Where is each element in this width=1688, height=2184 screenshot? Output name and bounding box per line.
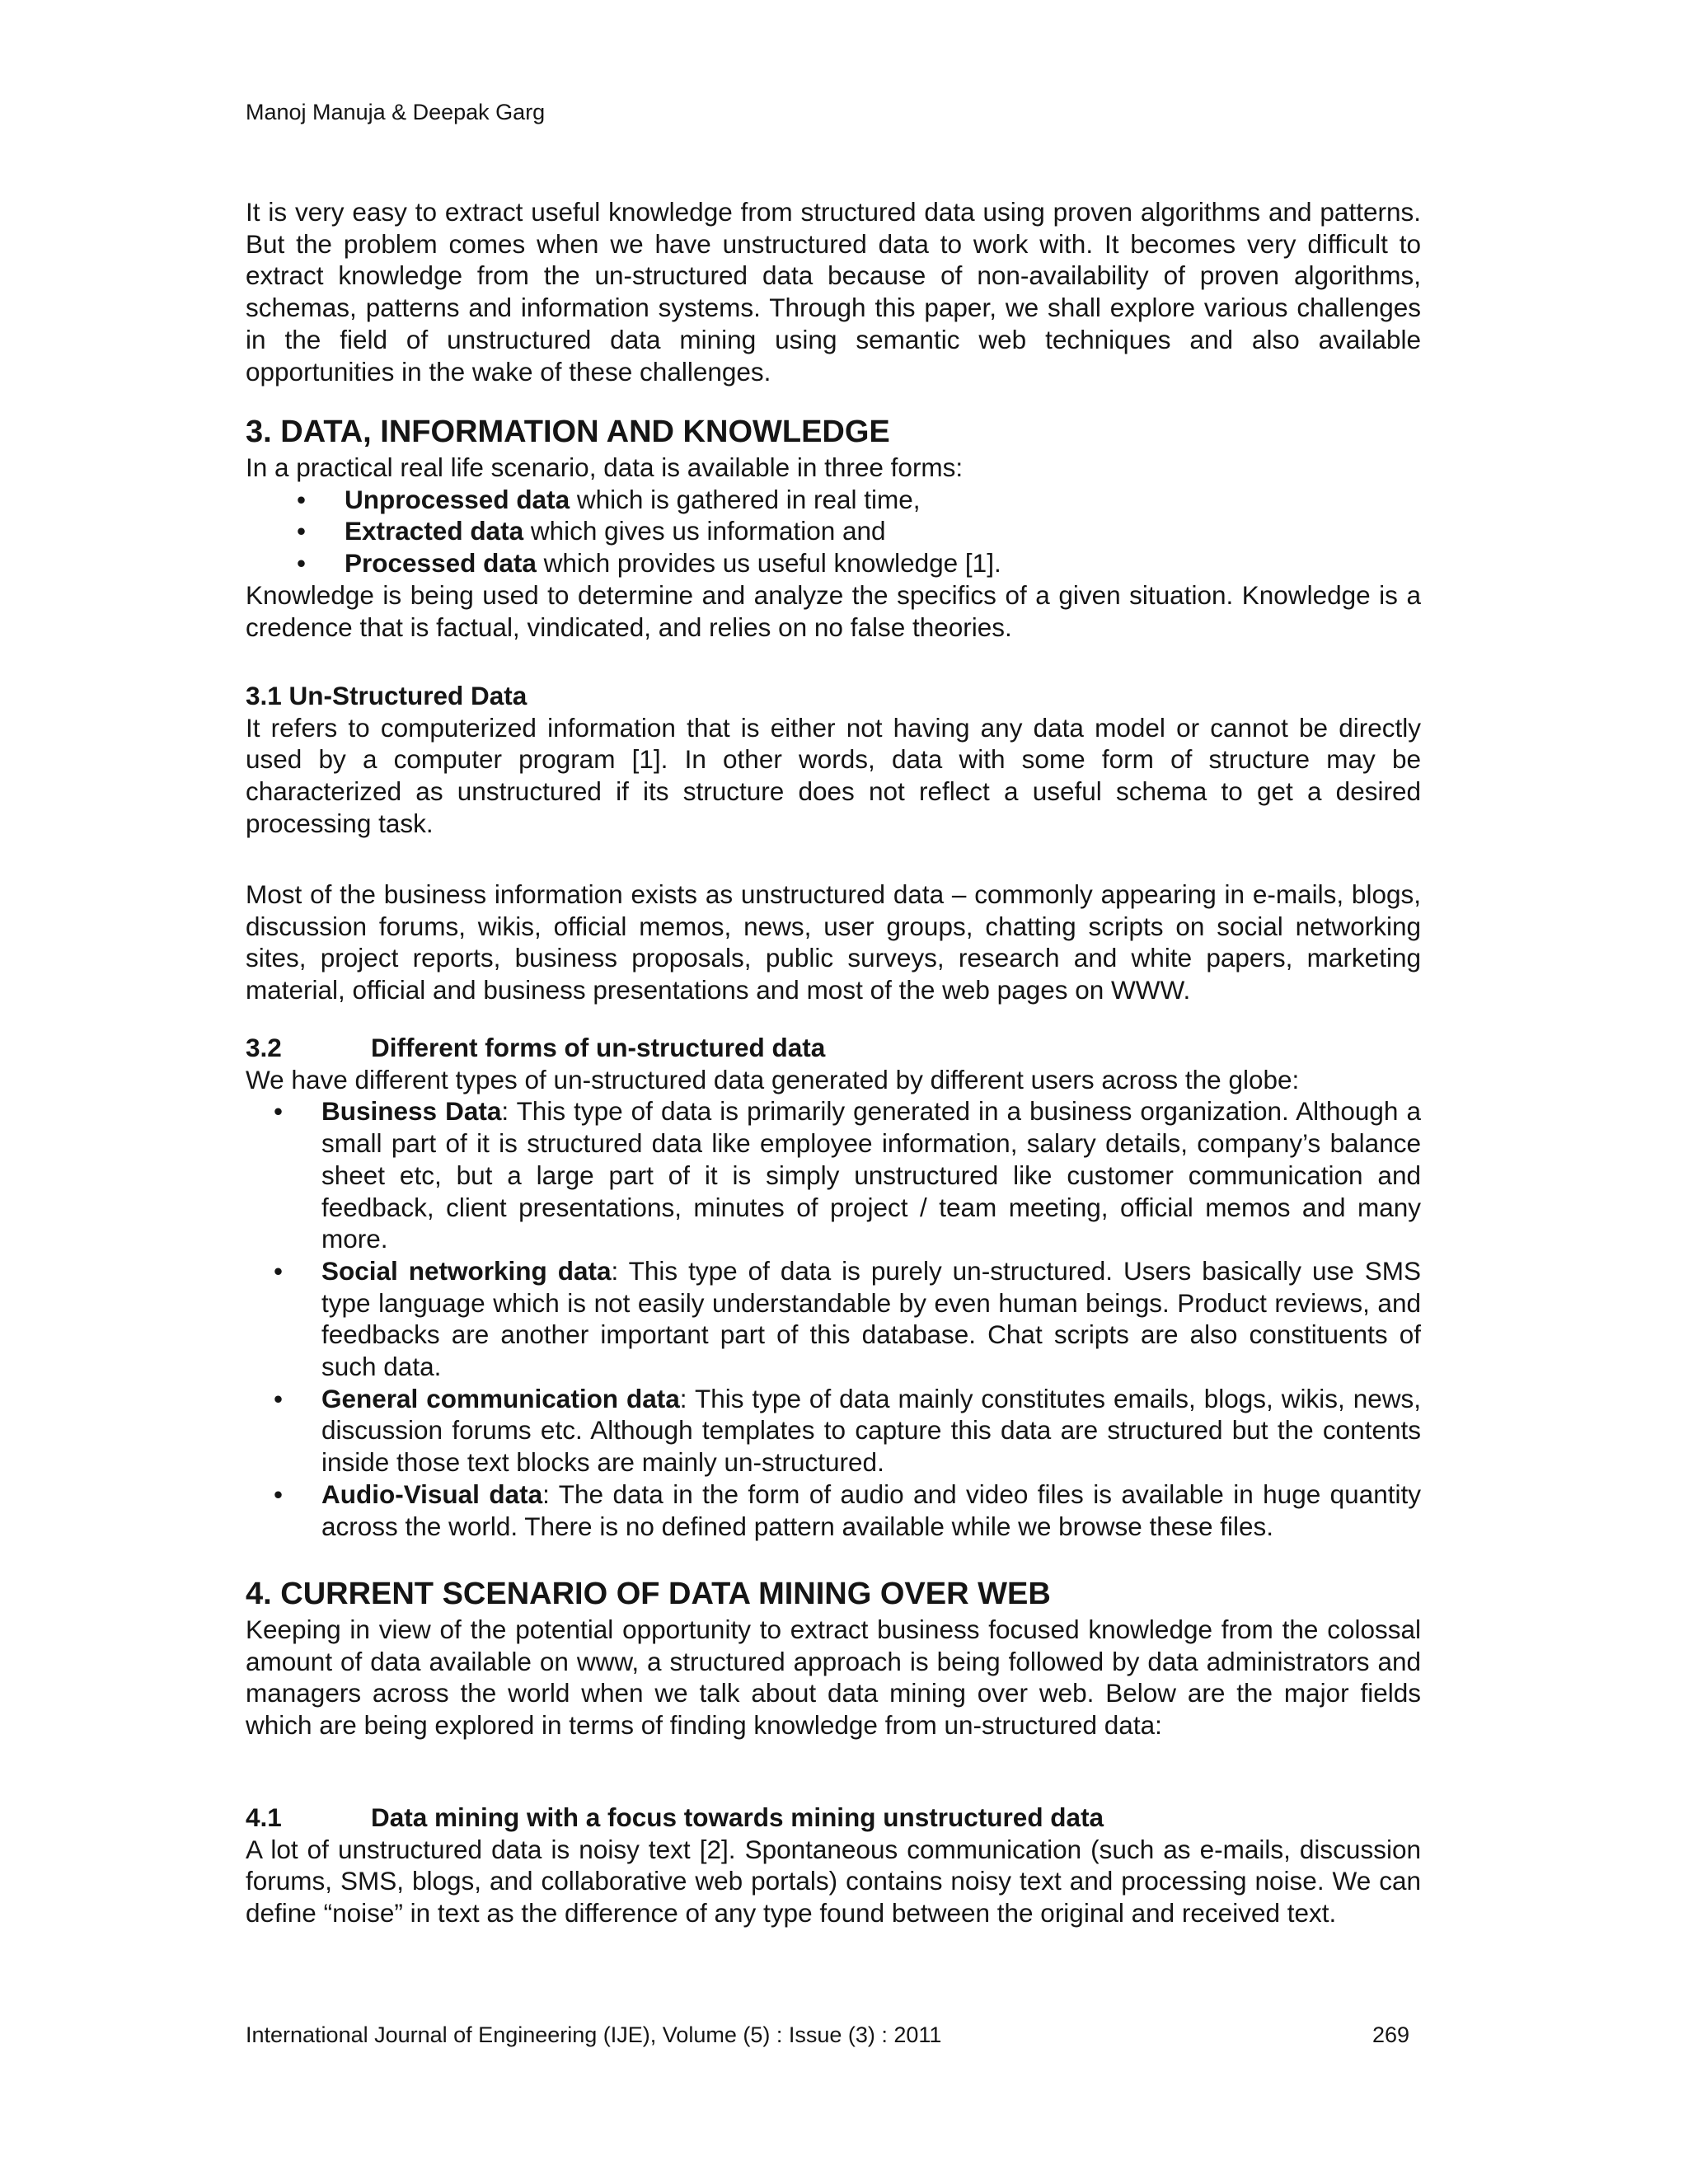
section-3-1-continued — [246, 879, 1421, 1006]
section-3-1-heading: 3.1 Un-Structured Data — [246, 681, 528, 710]
data-forms-list — [246, 484, 1421, 579]
section-4-1-title: Data mining with a focus towards mining unstructured data — [371, 1802, 1104, 1832]
list-item — [246, 515, 1421, 547]
section-3-2 — [246, 1032, 1421, 1542]
section-4-1-number: 4.1 — [246, 1802, 282, 1832]
list-item-term: Audio-Visual data — [321, 1479, 543, 1509]
bullet-icon: • — [274, 1096, 284, 1127]
intro-block — [246, 196, 1421, 387]
list-item — [246, 1383, 1421, 1479]
section-3-closing: Knowledge is being used to determine and analyze the specifics of a given situation. Knowledge is a credence that is factual, vindicated, and relies on no false theories. — [246, 579, 1421, 642]
list-item-text: : The data in the form of audio and video files is available in huge quantity across the world. There is no defined pattern available while we browse these files. — [321, 1479, 1421, 1541]
list-item — [246, 484, 1421, 516]
intro-paragraph: It is very easy to extract useful knowledge from structured data using proven algorithms and patterns. But the problem comes when we have unstructured data to work with. It becomes very difficult to extract knowledge from the un-structured data because of non-availability of proven algorithms, schemas, patterns and information systems. Through this paper, we shall explore various challenges in the field of unstructured data mining using semantic web techniques and also available opportunities in the wake of these challenges. — [246, 197, 1421, 387]
list-item-term: Business Data — [321, 1096, 502, 1127]
section-4-paragraph: Keeping in view of the potential opportunity to extract business focused knowledge from the colossal amount of data available on www, a structured approach is being followed by data administrators and managers across the world when we talk about data mining over web. Below are the major fields which are being explored in terms of finding knowledge from un-structured data: — [246, 1615, 1421, 1741]
list-item-term: Extracted data — [345, 516, 524, 546]
page-number: 269 — [1372, 2022, 1409, 2047]
footer-journal: International Journal of Engineering (IJE), Volume (5) : Issue (3) : 2011 — [246, 2022, 942, 2047]
list-item-term: General communication data — [321, 1383, 680, 1413]
list-item-text: which provides us useful knowledge [1]. — [536, 548, 1001, 579]
section-4-1-paragraph: A lot of unstructured data is noisy text [2]. Spontaneous communication (such as e-mails, discussion forums, SMS, blogs, and collaborative web portals) contains noisy text and processing noise. We can define “noise” in text as the difference of any type found between the original and received text. — [246, 1834, 1421, 1929]
section-3-1-paragraph-2: Most of the business information exists as unstructured data – commonly appearing in e-mails, blogs, discussion forums, wikis, official memos, news, user groups, chatting scripts on social networking sites, project reports, business proposals, public surveys, research and white papers, marketing material, official and business presentations and most of the web pages on WWW. — [246, 879, 1421, 1005]
section-3 — [246, 412, 1421, 643]
section-4-1 — [246, 1802, 1421, 1929]
list-item-term: Unprocessed data — [345, 484, 570, 514]
bullet-icon: • — [297, 516, 307, 546]
bullet-icon: • — [297, 548, 307, 579]
list-item-term: Social networking data — [321, 1255, 612, 1286]
bullet-icon: • — [274, 1479, 284, 1509]
section-3-2-lead: We have different types of un-structured data generated by different users across the globe: — [246, 1064, 1300, 1094]
section-4-heading: 4. CURRENT SCENARIO OF DATA MINING OVER WEB — [246, 1577, 1051, 1611]
section-4-1-heading — [246, 1802, 1421, 1834]
section-3-1-paragraph-1: It refers to computerized information that is either not having any data model or cannot be directly used by a computer program [1]. In other words, data with some form of structure may be characterized as unstructured if its structure does not reflect a useful schema to get a desired processing task. — [246, 712, 1421, 838]
bullet-icon: • — [297, 484, 307, 514]
list-item-term: Processed data — [345, 548, 537, 579]
list-item-text: : This type of data is primarily generated in a business organization. Although a small part of it is structured data like employee information, salary details, company’s balance sheet etc, but a large part of it is simply unstructured like customer communication and feedback, client presentations, minutes of project / team meeting, official memos and many more. — [321, 1096, 1421, 1254]
list-item-text: which is gathered in real time, — [570, 484, 921, 514]
section-3-heading: 3. DATA, INFORMATION AND KNOWLEDGE — [246, 415, 890, 449]
section-3-2-heading — [246, 1032, 1421, 1064]
list-item-text: : This type of data is purely un-structured. Users basically use SMS type language which is not easily understandable by even human beings. Product reviews, and feedbacks are another important part of this database. Chat scripts are also constituents of such data. — [321, 1255, 1421, 1382]
list-item — [246, 1255, 1421, 1383]
list-item — [246, 1095, 1421, 1255]
list-item-text: : This type of data mainly constitutes emails, blogs, wikis, news, discussion forums etc. Although templates to capture this data are structured but the contents inside those text blocks are mainly un-structured. — [321, 1383, 1422, 1478]
list-item — [246, 547, 1421, 579]
list-item-text: which gives us information and — [523, 516, 886, 546]
page-footer — [246, 2020, 1421, 2050]
section-3-2-title: Different forms of un-structured data — [371, 1033, 826, 1062]
running-head-authors: Manoj Manuja & Deepak Garg — [246, 100, 546, 124]
list-item — [246, 1479, 1421, 1542]
section-4 — [246, 1574, 1421, 1741]
section-3-2-number: 3.2 — [246, 1033, 282, 1062]
section-3-1 — [246, 680, 1421, 840]
bullet-icon: • — [274, 1255, 284, 1286]
section-3-lead: In a practical real life scenario, data is available in three forms: — [246, 452, 964, 482]
unstructured-types-list — [246, 1095, 1421, 1542]
bullet-icon: • — [274, 1383, 284, 1413]
